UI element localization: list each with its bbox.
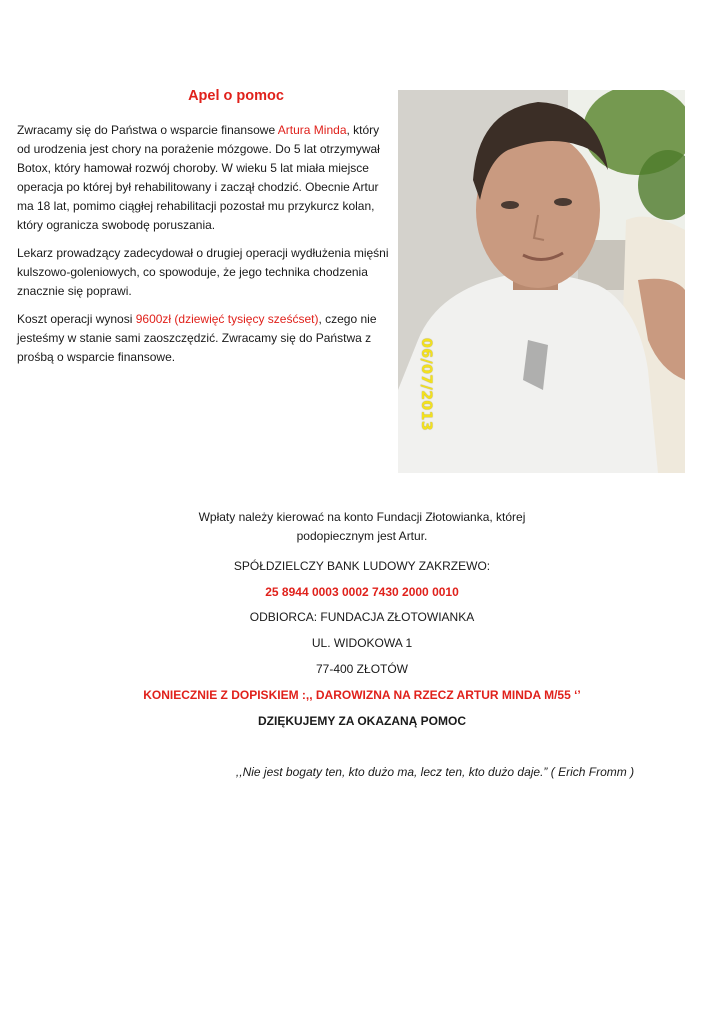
paragraph-3-rest: , czego nie jesteśmy w stanie sami zaoszczędzić. Zwracamy się do Państwa z prośbą o wsparcie finansowe. <box>17 312 377 364</box>
appeal-text <box>17 121 389 376</box>
portrait-illustration <box>398 90 685 473</box>
paragraph-1 <box>17 121 389 235</box>
account-number: 25 8944 0003 0002 7430 2000 0010 <box>265 585 459 599</box>
page-title: Apel o pomoc <box>188 88 284 104</box>
bank-name: SPÓŁDZIELCZY BANK LUDOWY ZAKRZEWO: <box>233 559 491 573</box>
thanks-line: DZIĘKUJEMY ZA OKAZANĄ POMOC <box>257 714 466 728</box>
paragraph-1-start: Zwracamy się do Państwa o wsparcie finansowe <box>17 123 278 137</box>
paragraph-3 <box>17 310 389 367</box>
paragraph-1-rest: , który od urodzenia jest chory na porażenie mózgowe. Do 5 lat otrzymywał Botox, który hamował rozwój choroby. W wieku 5 lat miała miejsce operacja po której był rehabilitowany i zaczął chodzić. Obecnie Artur ma 18 lat, pomimo ciągłej rehabilitacji pozostał mu przykurcz kolan, który ogranicza swobodę poruszania. <box>17 123 380 232</box>
payment-info-line-2: podopiecznym jest Artur. <box>296 529 428 543</box>
beneficiary-name: Artura Minda <box>277 123 347 137</box>
photo-date-stamp: 06/07/2013 <box>418 338 434 432</box>
street-address: UL. WIDOKOWA 1 <box>311 636 413 650</box>
payment-info-line-1: Wpłaty należy kierować na konto Fundacji Złotowianka, której <box>198 510 526 524</box>
city-address: 77-400 ZŁOTÓW <box>315 662 409 676</box>
transfer-note: KONIECZNIE Z DOPISKIEM :,, DAROWIZNA NA RZECZ ARTUR MINDA M/55 ‘’ <box>143 688 581 702</box>
operation-cost: 9600zł (dziewięć tysięcy sześćset) <box>135 312 319 326</box>
paragraph-2: Lekarz prowadzący zadecydował o drugiej operacji wydłużenia mięśni kulszowo-goleniowych, co spowoduje, że jego technika chodzenia znacznie się poprawi. <box>17 246 389 298</box>
portrait-photo <box>398 90 685 473</box>
quote: ,,Nie jest bogaty ten, kto dużo ma, lecz ten, kto dużo daje.” ( Erich Fromm ) <box>235 765 635 779</box>
recipient: ODBIORCA: FUNDACJA ZŁOTOWIANKA <box>249 610 475 624</box>
paragraph-3-start: Koszt operacji wynosi <box>17 312 136 326</box>
